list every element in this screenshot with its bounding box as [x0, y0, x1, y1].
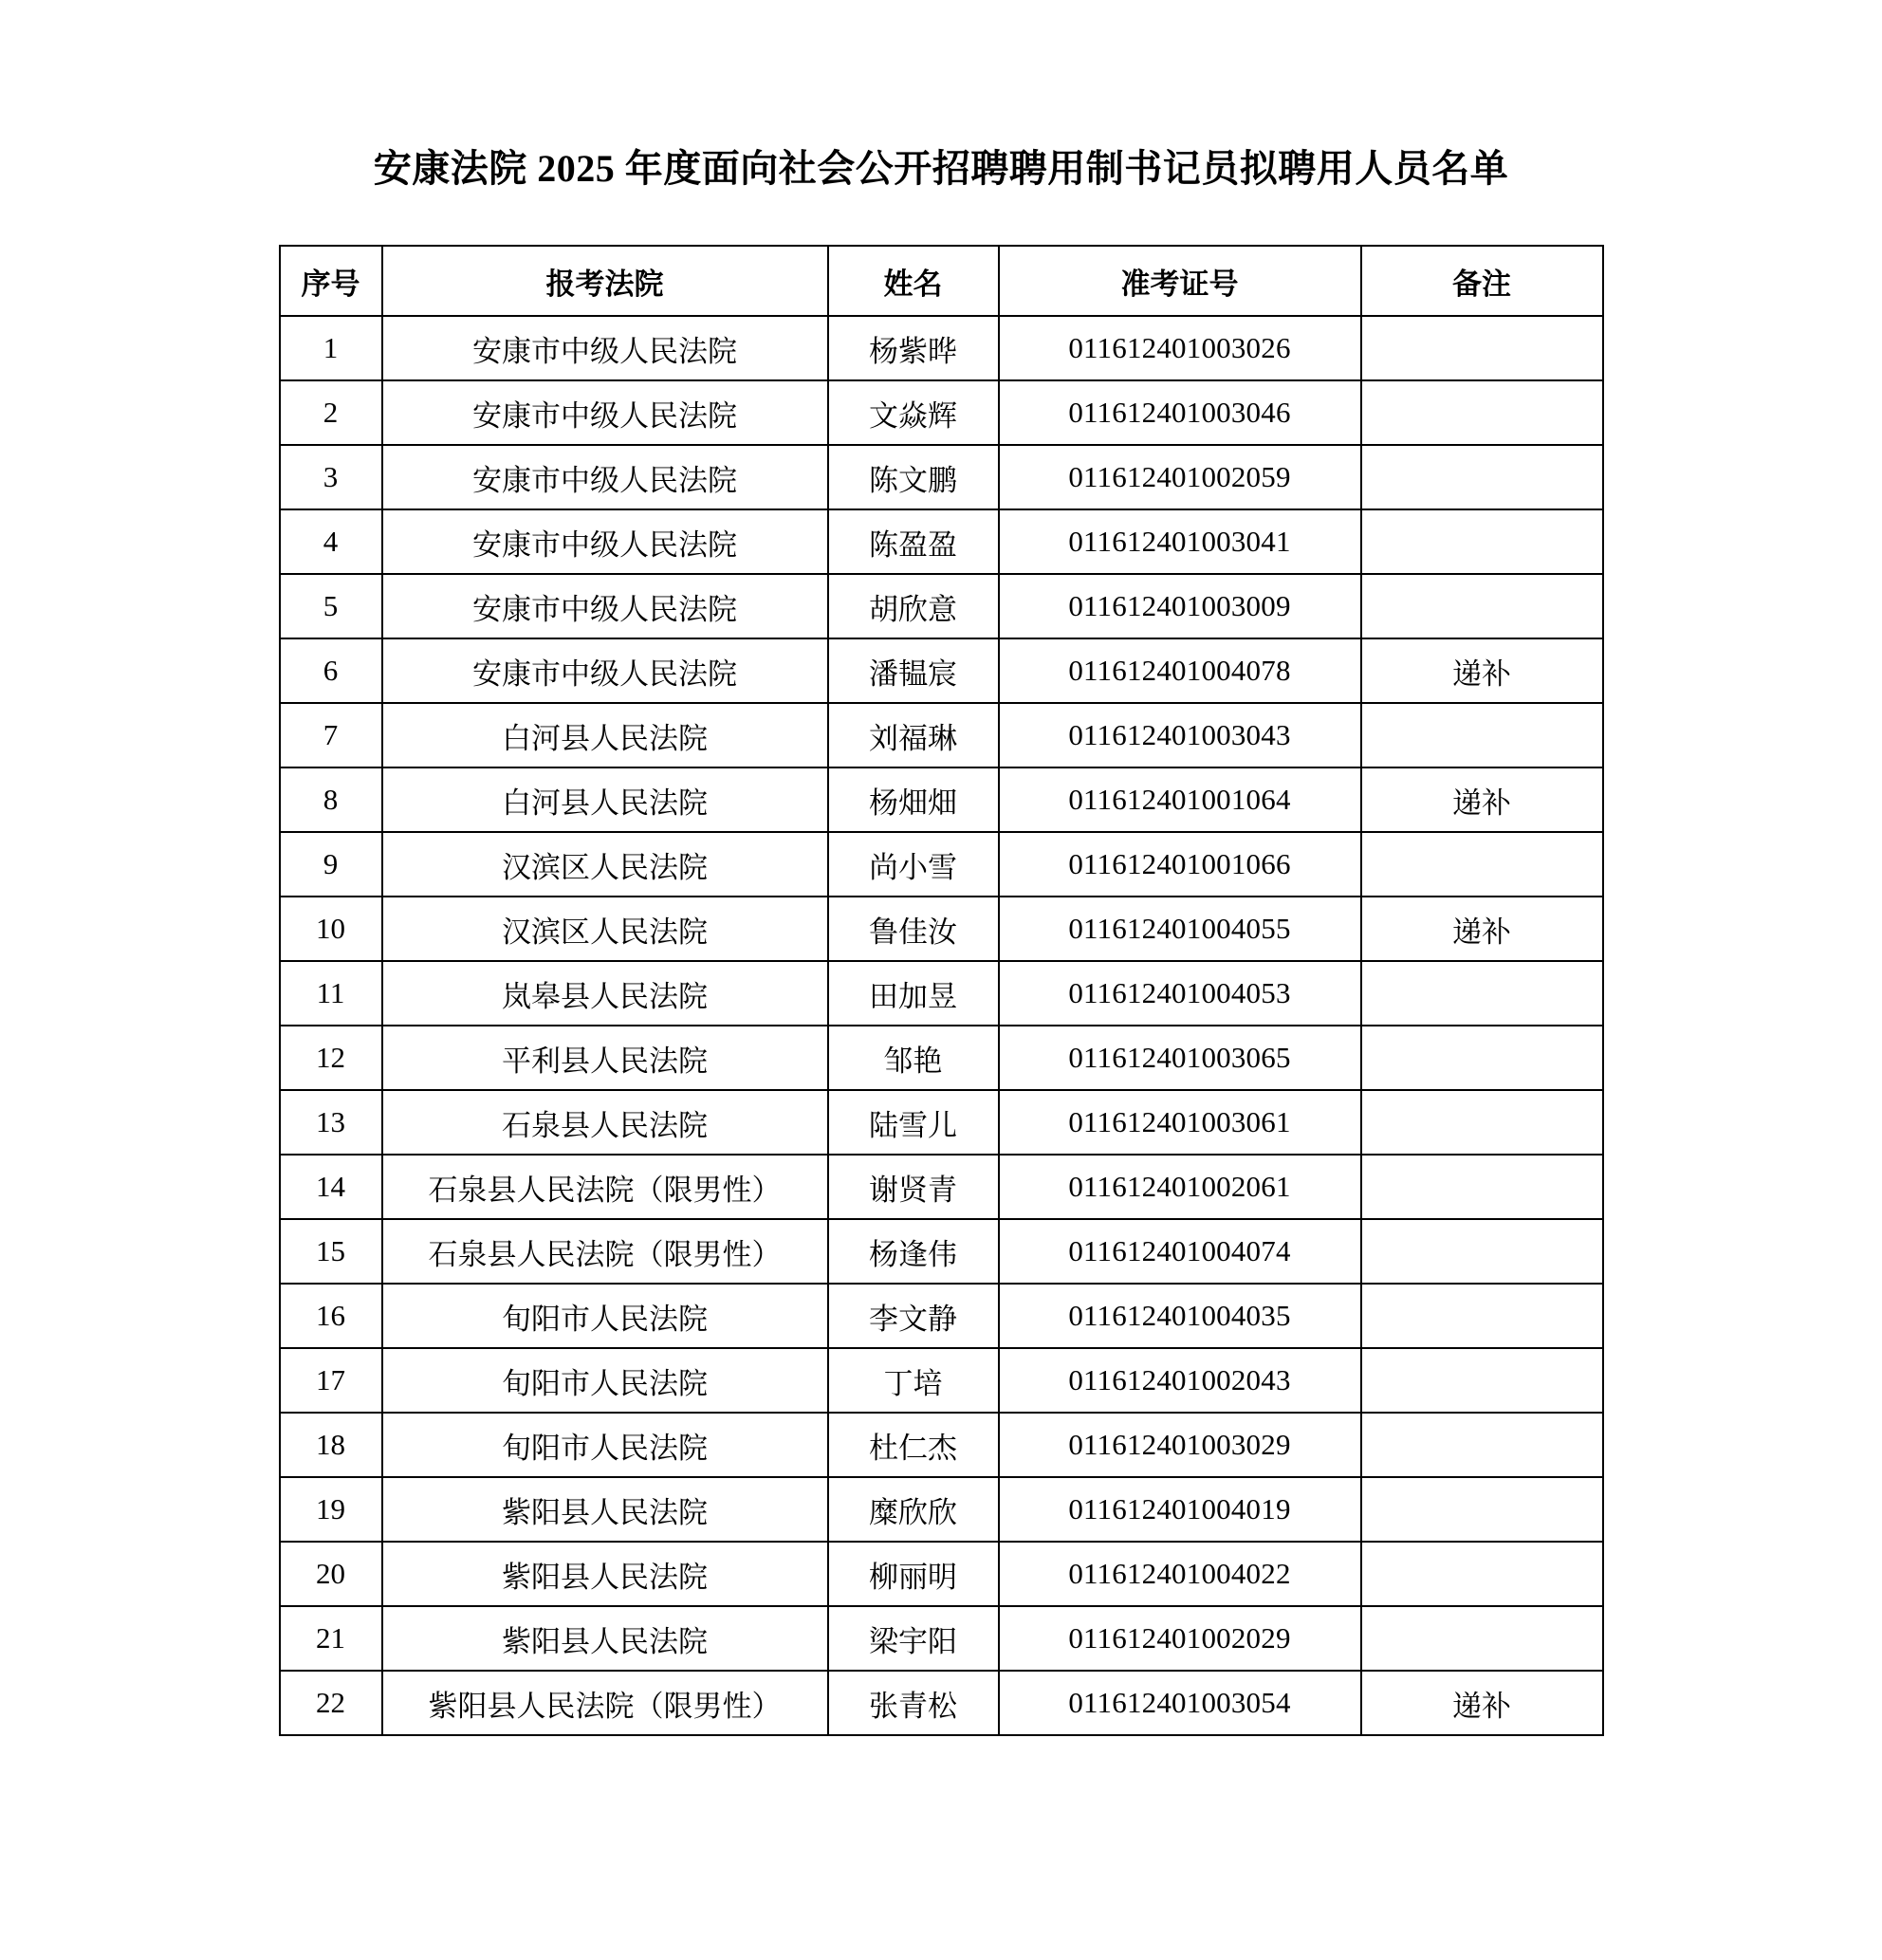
cell-exam-no: 011612401003029: [999, 1413, 1361, 1477]
cell-name: 尚小雪: [828, 832, 999, 897]
cell-exam-no: 011612401003061: [999, 1090, 1361, 1155]
cell-note: [1361, 1348, 1603, 1413]
cell-index: 11: [280, 961, 382, 1026]
cell-index: 19: [280, 1477, 382, 1542]
table-row: [280, 1219, 1603, 1284]
table-row: [280, 445, 1603, 509]
cell-name: 邹艳: [828, 1026, 999, 1090]
cell-note: [1361, 380, 1603, 445]
cell-note: [1361, 703, 1603, 767]
table-row: [280, 961, 1603, 1026]
table-row: [280, 1671, 1603, 1735]
cell-note: [1361, 1219, 1603, 1284]
cell-index: 1: [280, 316, 382, 380]
column-header-court: 报考法院: [382, 246, 828, 316]
cell-name: 杜仁杰: [828, 1413, 999, 1477]
cell-index: 6: [280, 638, 382, 703]
cell-name: 刘福琳: [828, 703, 999, 767]
cell-index: 3: [280, 445, 382, 509]
cell-note: [1361, 961, 1603, 1026]
table-body: [280, 316, 1603, 1735]
cell-index: 22: [280, 1671, 382, 1735]
table-row: [280, 509, 1603, 574]
table-row: [280, 574, 1603, 638]
cell-note: 递补: [1361, 897, 1603, 961]
cell-name: 陆雪儿: [828, 1090, 999, 1155]
cell-court: 旬阳市人民法院: [382, 1348, 828, 1413]
cell-note: [1361, 1155, 1603, 1219]
cell-court: 紫阳县人民法院: [382, 1606, 828, 1671]
cell-exam-no: 011612401002059: [999, 445, 1361, 509]
cell-note: [1361, 1477, 1603, 1542]
cell-name: 杨紫晔: [828, 316, 999, 380]
cell-note: [1361, 574, 1603, 638]
cell-court: 石泉县人民法院（限男性）: [382, 1219, 828, 1284]
table-row: [280, 316, 1603, 380]
cell-name: 陈盈盈: [828, 509, 999, 574]
cell-court: 紫阳县人民法院: [382, 1477, 828, 1542]
cell-exam-no: 011612401003046: [999, 380, 1361, 445]
cell-name: 张青松: [828, 1671, 999, 1735]
table-row: [280, 1348, 1603, 1413]
cell-exam-no: 011612401001064: [999, 767, 1361, 832]
cell-index: 9: [280, 832, 382, 897]
cell-court: 石泉县人民法院: [382, 1090, 828, 1155]
cell-note: [1361, 509, 1603, 574]
cell-exam-no: 011612401002043: [999, 1348, 1361, 1413]
cell-index: 8: [280, 767, 382, 832]
cell-note: [1361, 1284, 1603, 1348]
cell-index: 5: [280, 574, 382, 638]
cell-court: 安康市中级人民法院: [382, 316, 828, 380]
table-row: [280, 703, 1603, 767]
cell-court: 安康市中级人民法院: [382, 638, 828, 703]
table-row: [280, 638, 1603, 703]
table-row: [280, 1542, 1603, 1606]
cell-index: 21: [280, 1606, 382, 1671]
cell-index: 15: [280, 1219, 382, 1284]
cell-exam-no: 011612401002029: [999, 1606, 1361, 1671]
cell-court: 白河县人民法院: [382, 767, 828, 832]
cell-index: 7: [280, 703, 382, 767]
cell-index: 14: [280, 1155, 382, 1219]
cell-court: 岚皋县人民法院: [382, 961, 828, 1026]
cell-exam-no: 011612401003054: [999, 1671, 1361, 1735]
cell-court: 石泉县人民法院（限男性）: [382, 1155, 828, 1219]
cell-name: 潘韫宸: [828, 638, 999, 703]
cell-name: 丁培: [828, 1348, 999, 1413]
cell-name: 田加昱: [828, 961, 999, 1026]
cell-note: [1361, 832, 1603, 897]
cell-name: 文焱辉: [828, 380, 999, 445]
column-header-index: 序号: [280, 246, 382, 316]
cell-exam-no: 011612401002061: [999, 1155, 1361, 1219]
cell-court: 紫阳县人民法院: [382, 1542, 828, 1606]
page-title: 安康法院 2025 年度面向社会公开招聘聘用制书记员拟聘用人员名单: [373, 147, 1509, 190]
cell-exam-no: 011612401004035: [999, 1284, 1361, 1348]
cell-note: 递补: [1361, 1671, 1603, 1735]
table-header: [280, 246, 1603, 316]
cell-index: 18: [280, 1413, 382, 1477]
cell-note: [1361, 445, 1603, 509]
cell-note: [1361, 1606, 1603, 1671]
table-row: [280, 1284, 1603, 1348]
cell-note: [1361, 316, 1603, 380]
table-row: [280, 767, 1603, 832]
column-header-name: 姓名: [828, 246, 999, 316]
table-row: [280, 897, 1603, 961]
cell-note: [1361, 1413, 1603, 1477]
cell-exam-no: 011612401004074: [999, 1219, 1361, 1284]
cell-court: 安康市中级人民法院: [382, 574, 828, 638]
cell-exam-no: 011612401004053: [999, 961, 1361, 1026]
cell-name: 杨逢伟: [828, 1219, 999, 1284]
cell-court: 汉滨区人民法院: [382, 832, 828, 897]
cell-note: 递补: [1361, 638, 1603, 703]
table-row: [280, 1606, 1603, 1671]
cell-index: 2: [280, 380, 382, 445]
column-header-note: 备注: [1361, 246, 1603, 316]
cell-court: 旬阳市人民法院: [382, 1413, 828, 1477]
cell-name: 鲁佳汝: [828, 897, 999, 961]
cell-court: 紫阳县人民法院（限男性）: [382, 1671, 828, 1735]
cell-index: 13: [280, 1090, 382, 1155]
cell-name: 胡欣意: [828, 574, 999, 638]
cell-exam-no: 011612401003041: [999, 509, 1361, 574]
cell-index: 17: [280, 1348, 382, 1413]
column-header-exam-no: 准考证号: [999, 246, 1361, 316]
cell-index: 20: [280, 1542, 382, 1606]
cell-exam-no: 011612401003009: [999, 574, 1361, 638]
cell-exam-no: 011612401004022: [999, 1542, 1361, 1606]
cell-exam-no: 011612401003043: [999, 703, 1361, 767]
cell-name: 杨畑畑: [828, 767, 999, 832]
cell-court: 汉滨区人民法院: [382, 897, 828, 961]
cell-index: 16: [280, 1284, 382, 1348]
cell-name: 李文静: [828, 1284, 999, 1348]
cell-note: [1361, 1026, 1603, 1090]
cell-exam-no: 011612401004055: [999, 897, 1361, 961]
table-row: [280, 1477, 1603, 1542]
cell-court: 旬阳市人民法院: [382, 1284, 828, 1348]
cell-name: 糜欣欣: [828, 1477, 999, 1542]
table-row: [280, 1413, 1603, 1477]
cell-note: 递补: [1361, 767, 1603, 832]
cell-exam-no: 011612401004019: [999, 1477, 1361, 1542]
cell-index: 4: [280, 509, 382, 574]
table-row: [280, 1026, 1603, 1090]
cell-exam-no: 011612401003065: [999, 1026, 1361, 1090]
cell-index: 10: [280, 897, 382, 961]
cell-name: 谢贤青: [828, 1155, 999, 1219]
table-row: [280, 1155, 1603, 1219]
roster-table: [279, 245, 1604, 1736]
cell-exam-no: 011612401001066: [999, 832, 1361, 897]
cell-court: 平利县人民法院: [382, 1026, 828, 1090]
cell-note: [1361, 1542, 1603, 1606]
cell-note: [1361, 1090, 1603, 1155]
cell-exam-no: 011612401004078: [999, 638, 1361, 703]
cell-court: 安康市中级人民法院: [382, 509, 828, 574]
table-row: [280, 832, 1603, 897]
cell-index: 12: [280, 1026, 382, 1090]
cell-exam-no: 011612401003026: [999, 316, 1361, 380]
cell-name: 柳丽明: [828, 1542, 999, 1606]
cell-name: 梁宇阳: [828, 1606, 999, 1671]
table-header-row: [280, 246, 1603, 316]
cell-court: 白河县人民法院: [382, 703, 828, 767]
table-row: [280, 1090, 1603, 1155]
cell-court: 安康市中级人民法院: [382, 380, 828, 445]
table-row: [280, 380, 1603, 445]
cell-name: 陈文鹏: [828, 445, 999, 509]
cell-court: 安康市中级人民法院: [382, 445, 828, 509]
